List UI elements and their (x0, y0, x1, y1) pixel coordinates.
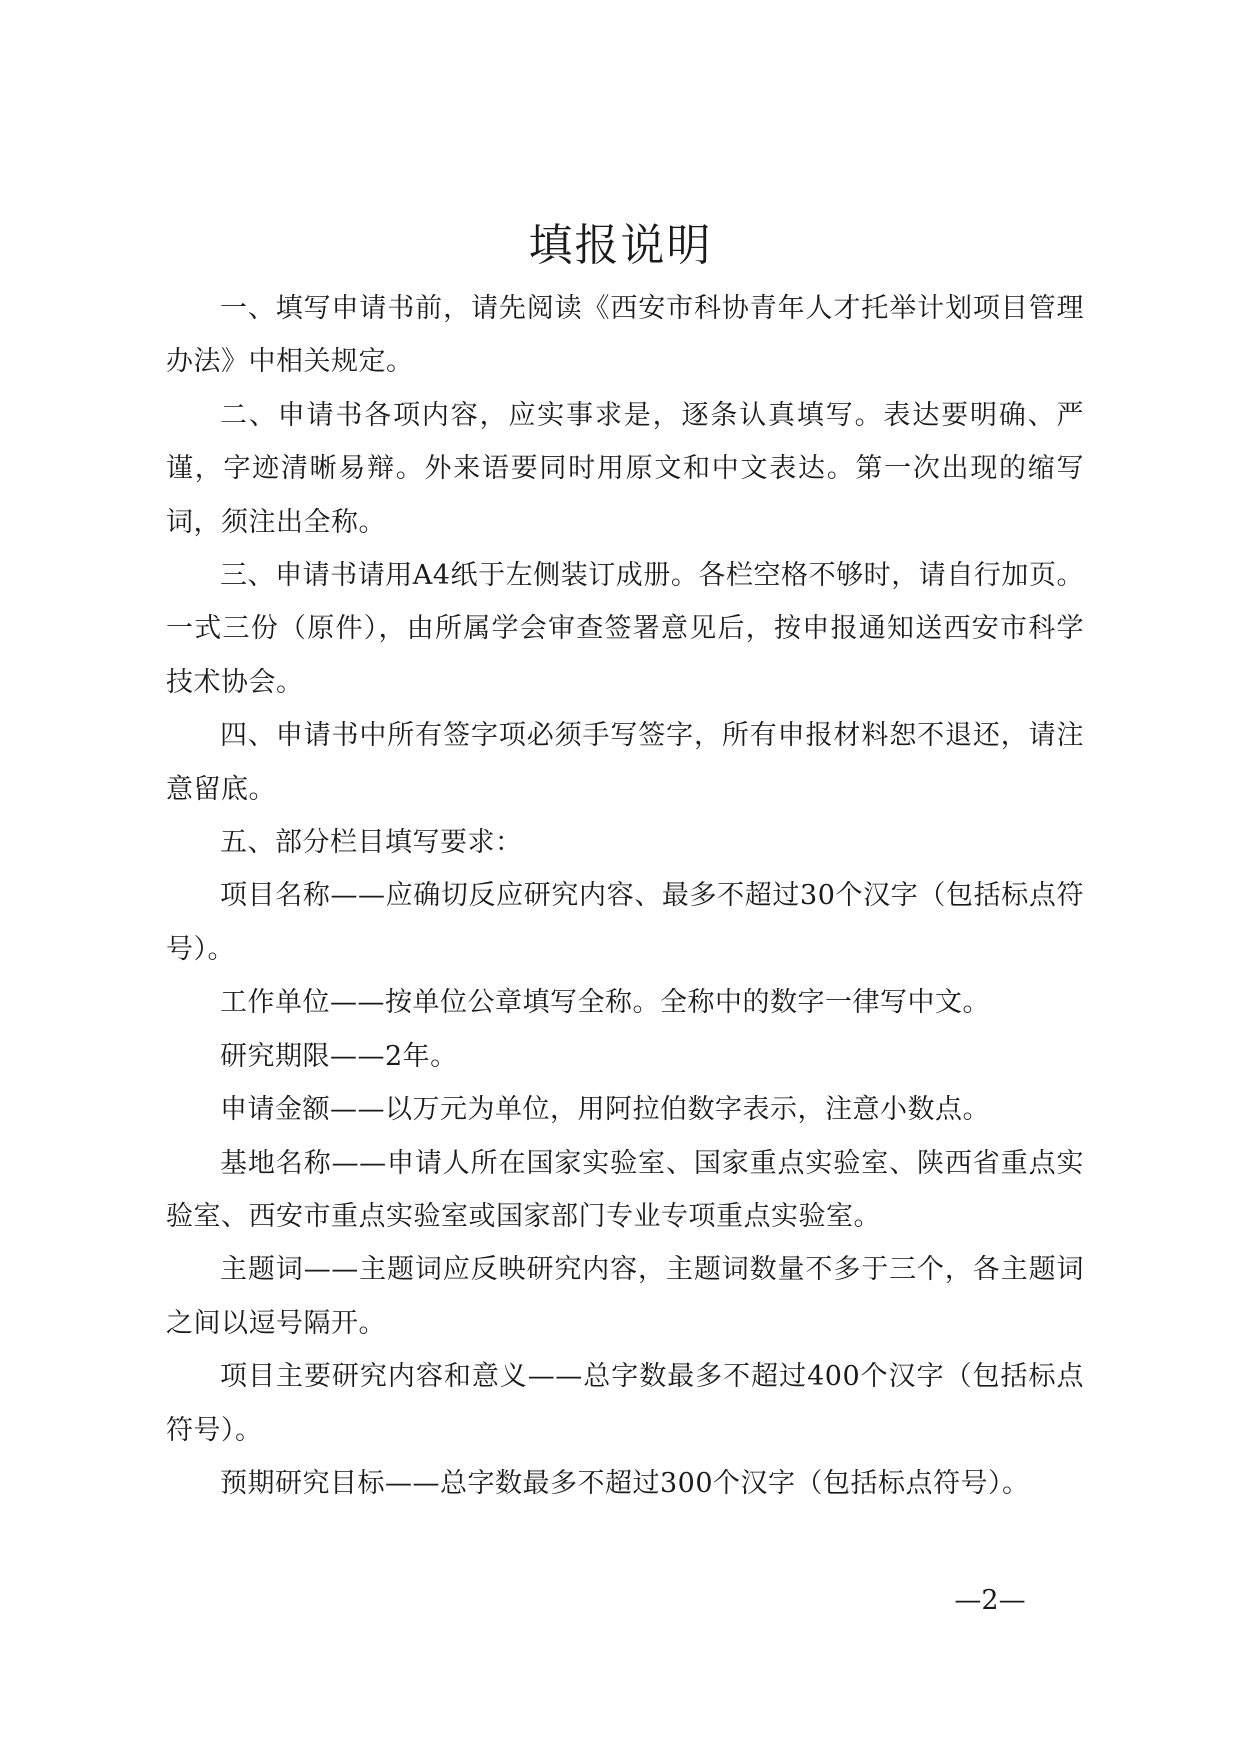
field-application-amount: 申请金额——以万元为单位，用阿拉伯数字表示，注意小数点。 (220, 1094, 990, 1126)
page-title: 填报说明 (528, 220, 713, 271)
paragraph-5: 五、部分栏目填写要求： (220, 827, 523, 859)
field-research-content: 项目主要研究内容和意义——总字数最多不超过400个汉字（包括标点符号）。 (166, 1361, 1084, 1446)
paragraph-3: 三、申请书请用A4纸于左侧装订成册。各栏空格不够时，请自行加页。一式三份（原件），由所属学会审查签署意见后，按申报通知送西安市科学技术协会。 (166, 560, 1084, 698)
page-number: —2— (954, 1585, 1026, 1616)
paragraph-1: 一、填写申请书前，请先阅读《西安市科协青年人才托举计划项目管理办法》中相关规定。 (166, 293, 1084, 378)
instructions-body (166, 282, 1084, 1510)
field-research-goals: 预期研究目标——总字数最多不超过300个汉字（包括标点符号）。 (220, 1467, 1030, 1499)
field-keywords: 主题词——主题词应反映研究内容，主题词数量不多于三个，各主题词之间以逗号隔开。 (166, 1254, 1084, 1339)
paragraph-2: 二、申请书各项内容，应实事求是，逐条认真填写。表达要明确、严谨，字迹清晰易辩。外来语要同时用原文和中文表达。第一次出现的缩写词，须注出全称。 (166, 399, 1084, 538)
field-project-name: 项目名称——应确切反应研究内容、最多不超过30个汉字（包括标点符号）。 (166, 880, 1084, 965)
field-research-period: 研究期限——2年。 (220, 1040, 458, 1072)
paragraph-4: 四、申请书中所有签字项必须手写签字，所有申报材料恕不退还，请注意留底。 (166, 720, 1084, 805)
field-work-unit: 工作单位——按单位公章填写全称。全称中的数字一律写中文。 (220, 987, 990, 1019)
field-base-name: 基地名称——申请人所在国家实验室、国家重点实验室、陕西省重点实验室、西安市重点实验室或国家部门专业专项重点实验室。 (166, 1147, 1084, 1232)
